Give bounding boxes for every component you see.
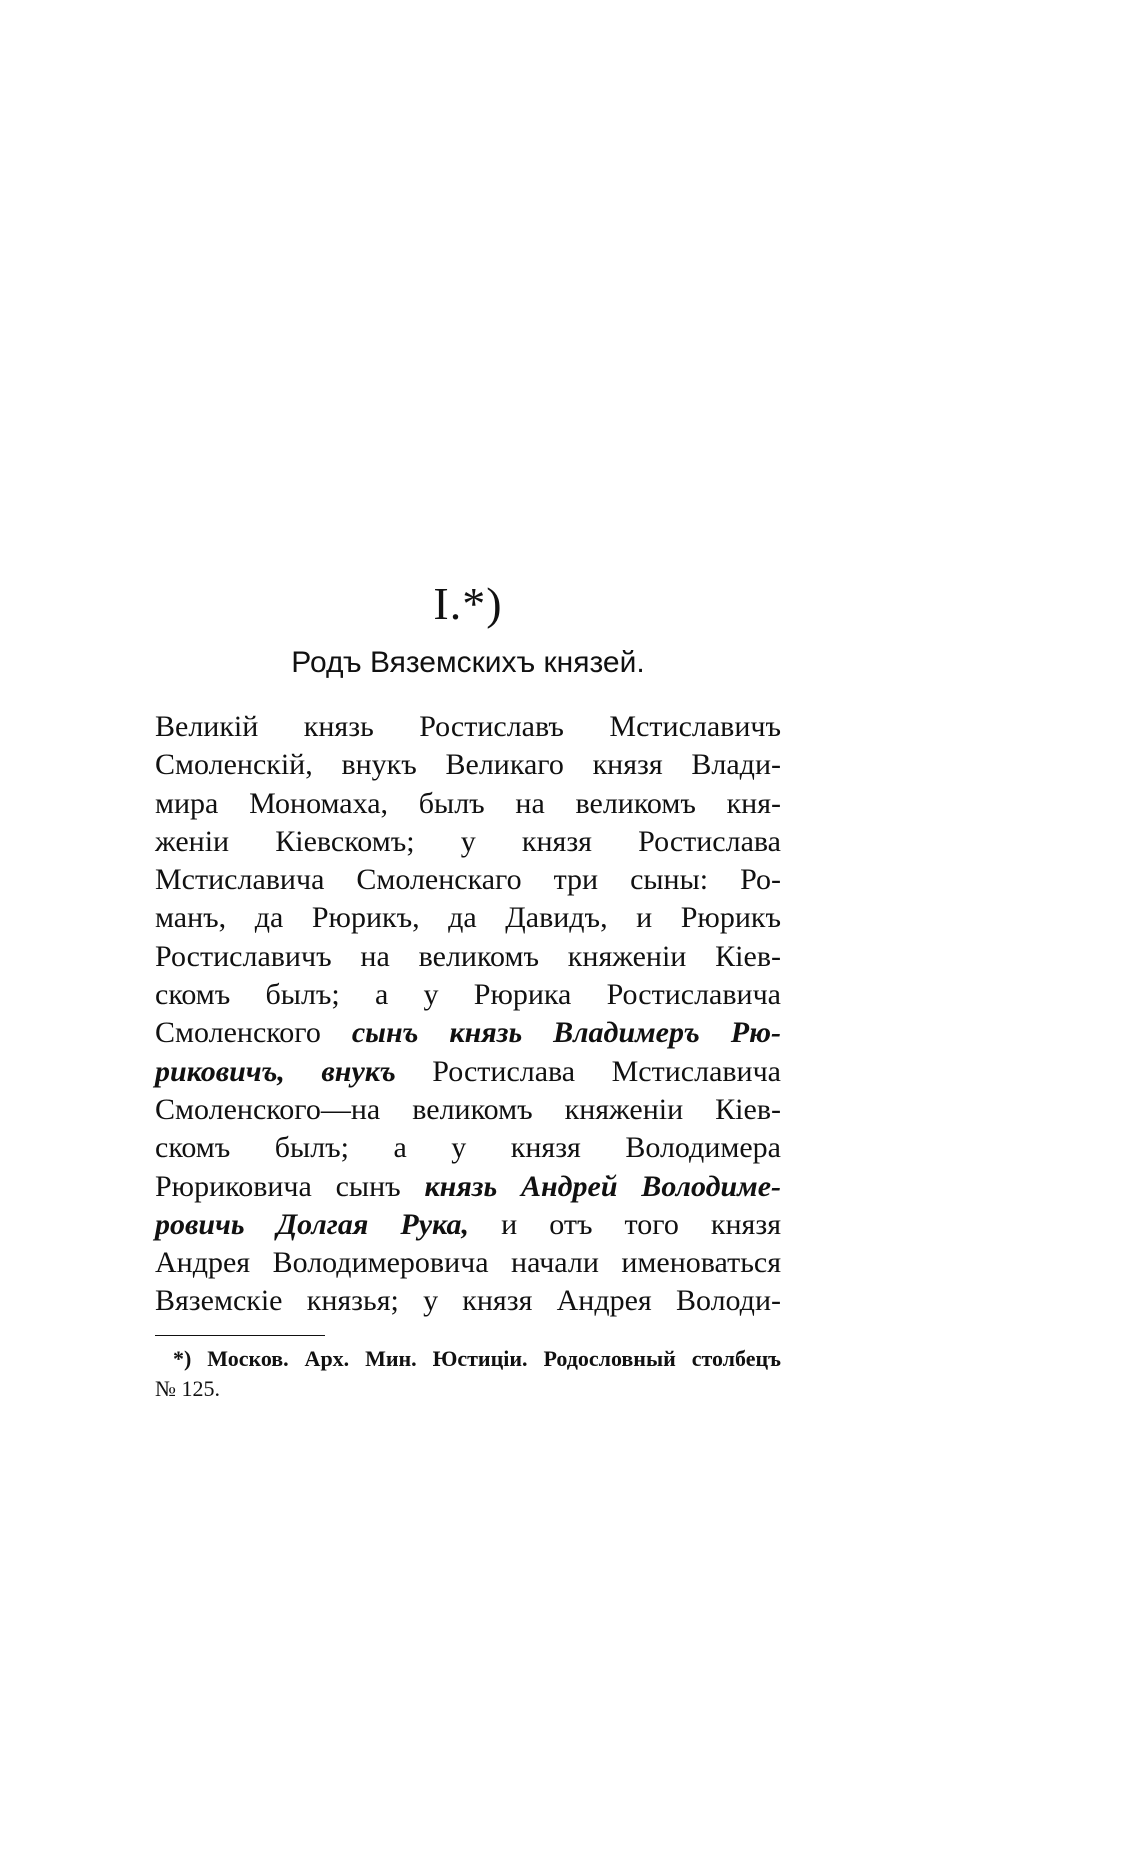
footnote-rule <box>155 1335 325 1336</box>
text-line <box>155 976 781 1014</box>
text-span: и отъ того князя <box>469 1207 781 1241</box>
text-line <box>155 823 781 861</box>
text-line <box>155 785 781 823</box>
text-span: Великій князь Ростиславъ Мстиславичъ <box>155 710 781 743</box>
footnote-line-2: № 125. <box>155 1375 220 1401</box>
text-span: Смоленскій, внукъ Великаго князя Влади- <box>155 748 781 782</box>
text-line <box>155 1053 781 1091</box>
text-line <box>155 1014 781 1052</box>
text-span: Ростиславичъ на великомъ княженіи Кіев- <box>155 939 781 973</box>
text-line <box>155 746 781 784</box>
italic-span: князь Андрей Володиме- <box>424 1169 781 1203</box>
text-span: Мстиславича Смоленскаго три сыны: Ро- <box>155 863 781 897</box>
text-line <box>155 899 781 937</box>
text-span: Смоленского <box>155 1016 352 1050</box>
text-span: Вяземскіе князья; у князя Андрея Володи- <box>155 1284 781 1318</box>
text-span: скомъ былъ; а у Рюрика Ростиславича <box>155 978 781 1012</box>
text-span: мира Мономаха, былъ на великомъ кня- <box>155 786 781 820</box>
section-subtitle: Родъ Вяземскихъ князей. <box>291 646 645 679</box>
text-line <box>155 1129 781 1167</box>
section-heading: I.*) <box>433 578 503 629</box>
text-line <box>155 1244 781 1282</box>
italic-span: риковичъ, внукъ <box>155 1054 396 1088</box>
text-span: скомъ былъ; а у князя Володимера <box>155 1131 781 1165</box>
text-line <box>155 938 781 976</box>
italic-span: сынъ князь Владимеръ Рю- <box>351 1016 781 1050</box>
footnote-line-1: *) Москов. Арх. Мин. Юстиціи. Родословный столбецъ <box>173 1345 781 1371</box>
text-span: Андрея Володимеровича начали именоваться <box>155 1246 781 1280</box>
italic-span: ровичь Долгая Рука, <box>155 1207 469 1241</box>
text-span: манъ, да Рюрикъ, да Давидъ, и Рюрикъ <box>155 901 781 935</box>
text-line <box>155 1091 781 1129</box>
text-span: Ростислава Мстиславича <box>395 1054 782 1088</box>
body-paragraph <box>155 708 781 1321</box>
text-span: Рюриковича сынъ <box>155 1169 425 1203</box>
text-span: женіи Кіевскомъ; у князя Ростислава <box>155 824 781 858</box>
text-line <box>155 861 781 899</box>
text-span: Смоленского—на великомъ княженіи Кіев- <box>155 1092 781 1126</box>
text-line <box>155 1206 781 1244</box>
text-line <box>155 1168 781 1206</box>
text-block <box>155 576 781 1404</box>
text-line <box>155 1282 781 1320</box>
text-line <box>155 708 781 746</box>
